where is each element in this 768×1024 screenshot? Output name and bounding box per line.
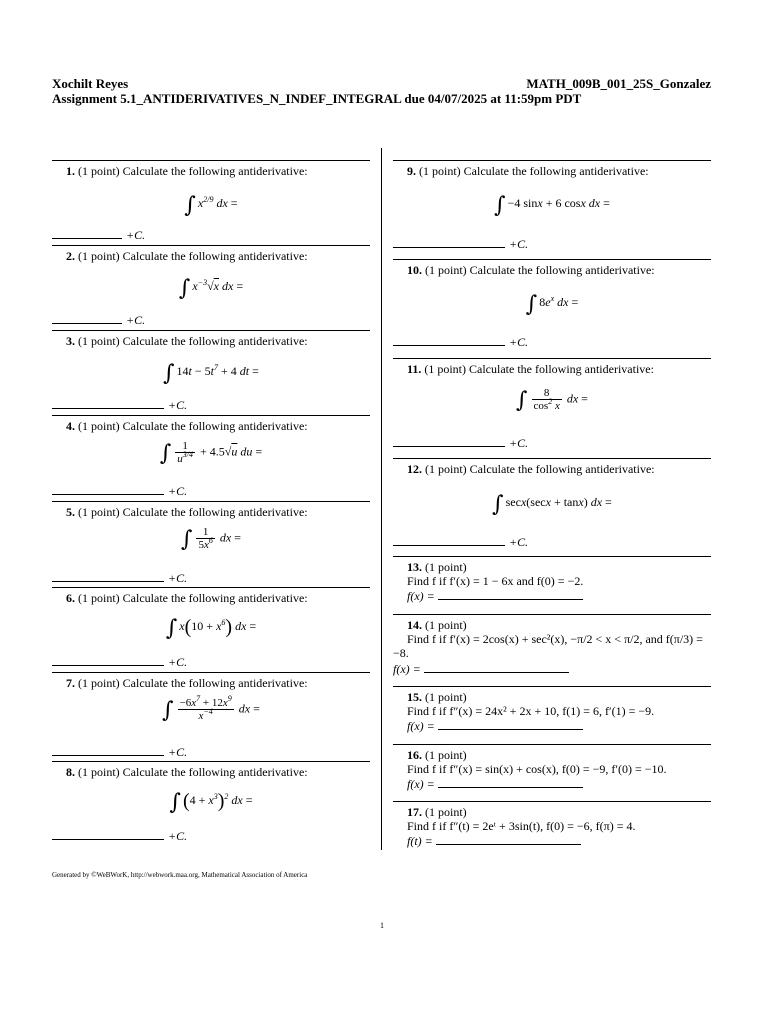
answer-blank[interactable] — [393, 436, 505, 447]
constant-c: +C. — [126, 313, 146, 327]
answer-blank[interactable] — [424, 662, 569, 673]
problem-points: (1 point) — [78, 765, 120, 779]
problem-5 — [52, 501, 370, 588]
integral-expression: ∫ $\frac{8}{\cos^2 x}$ dx = — [516, 387, 588, 414]
problem-statement: Find f if f″(t) = 2eᵗ + 3sin(t), f(0) = −6, f(π) = 4. — [407, 819, 636, 833]
answer-blank[interactable] — [52, 571, 164, 582]
problem-number: 8. — [66, 765, 75, 779]
problem-prompt: Calculate the following antiderivative: — [122, 676, 308, 690]
constant-c: +C. — [168, 655, 188, 669]
answer-blank[interactable] — [436, 834, 581, 845]
problem-number: 16. — [407, 748, 422, 762]
problem-statement: Find f if f″(x) = 24x² + 2x + 10, f(1) = 6, f′(1) = −9. — [407, 704, 655, 718]
problem-statement: Find f if f′(x) = 2cos(x) + sec²(x), −π/2 < x < π/2, and f(π/3) = −8. — [393, 632, 703, 660]
problem-8 — [52, 761, 370, 846]
problem-prompt: Calculate the following antiderivative: — [122, 591, 308, 605]
problem-prompt: Calculate the following antiderivative: — [469, 263, 655, 277]
answer-blank[interactable] — [393, 335, 505, 346]
answer-label: f(x) = — [407, 719, 435, 733]
problem-17 — [393, 801, 711, 852]
left-column — [52, 152, 370, 852]
constant-c: +C. — [509, 335, 529, 349]
answer-blank[interactable] — [52, 655, 164, 666]
integral-expression: ∫ $(4 + x^3)^2$ dx = — [169, 790, 253, 815]
problem-2 — [52, 245, 370, 331]
problem-4 — [52, 415, 370, 502]
integral-expression: ∫ $x^{2/9}$ dx = — [184, 193, 238, 218]
problem-number: 3. — [66, 334, 75, 348]
problem-points: (1 point) — [419, 164, 461, 178]
problem-points: (1 point) — [425, 618, 467, 632]
problem-points: (1 point) — [425, 690, 467, 704]
integral-expression: ∫ $\frac{-6x^7 + 12x^9}{x^{-4}}$ dx = — [162, 694, 260, 724]
integral-expression: ∫ $\frac{1}{5x^6}$ dx = — [181, 526, 241, 553]
answer-label: f(x) = — [407, 589, 435, 603]
problem-number: 2. — [66, 249, 75, 263]
problem-3 — [52, 330, 370, 416]
problem-16 — [393, 744, 711, 802]
course-code: MATH_009B_001_25S_Gonzalez — [526, 76, 711, 91]
problem-number: 7. — [66, 676, 75, 690]
problem-points: (1 point) — [78, 419, 120, 433]
problem-statement: Find f if f″(x) = sin(x) + cos(x), f(0) = −9, f′(0) = −10. — [407, 762, 667, 776]
problem-number: 17. — [407, 805, 422, 819]
answer-blank[interactable] — [52, 484, 164, 495]
problem-number: 11. — [407, 362, 422, 376]
answer-label: f(x) = — [407, 777, 435, 791]
answer-blank[interactable] — [52, 745, 164, 756]
right-column — [393, 152, 711, 852]
problem-number: 12. — [407, 462, 422, 476]
problem-number: 4. — [66, 419, 75, 433]
answer-blank[interactable] — [52, 829, 164, 840]
problem-points: (1 point) — [425, 263, 467, 277]
problem-10 — [393, 259, 711, 359]
problem-prompt: Calculate the following antiderivative: — [463, 164, 649, 178]
answer-label: f(x) = — [393, 662, 421, 676]
problem-15 — [393, 686, 711, 745]
integral-expression: ∫ −4 sinx + 6 cosx dx = — [494, 193, 610, 218]
integral-expression: ∫ $x(10 + x^6)$ dx = — [165, 616, 257, 641]
constant-c: +C. — [509, 535, 529, 549]
problem-points: (1 point) — [78, 164, 120, 178]
problem-6 — [52, 587, 370, 673]
answer-blank[interactable] — [393, 237, 505, 248]
answer-blank[interactable] — [438, 777, 583, 788]
student-name: Xochilt Reyes — [52, 76, 129, 91]
constant-c: +C. — [168, 745, 188, 759]
problem-prompt: Calculate the following antiderivative: — [122, 334, 308, 348]
problem-points: (1 point) — [425, 462, 467, 476]
answer-blank[interactable] — [52, 228, 122, 239]
constant-c: +C. — [126, 228, 146, 242]
constant-c: +C. — [168, 398, 188, 412]
column-divider — [381, 148, 382, 850]
problem-number: 14. — [407, 618, 422, 632]
problem-points: (1 point) — [78, 676, 120, 690]
constant-c: +C. — [168, 571, 188, 585]
problem-14 — [393, 614, 711, 687]
integral-expression: ∫ $14t - 5t^7 + 4$ dt = — [163, 361, 259, 386]
answer-blank[interactable] — [52, 313, 122, 324]
problem-prompt: Calculate the following antiderivative: — [122, 164, 308, 178]
constant-c: +C. — [168, 829, 188, 843]
problem-number: 13. — [407, 560, 422, 574]
problem-points: (1 point) — [78, 591, 120, 605]
problem-statement: Find f if f′(x) = 1 − 6x and f(0) = −2. — [407, 574, 584, 588]
answer-label: f(t) = — [407, 834, 433, 848]
integral-expression: ∫ $x^{-3}√x$ dx = — [178, 276, 244, 301]
problem-12 — [393, 458, 711, 557]
constant-c: +C. — [509, 436, 529, 450]
problem-7 — [52, 672, 370, 762]
problem-1 — [52, 160, 370, 246]
problem-points: (1 point) — [78, 249, 120, 263]
problem-number: 6. — [66, 591, 75, 605]
assignment-title: Assignment 5.1_ANTIDERIVATIVES_N_INDEF_INTEGRAL due 04/07/2025 at 11:59pm PDT — [52, 91, 582, 106]
integral-expression: ∫ $8e^x$ dx = — [525, 292, 579, 317]
answer-blank[interactable] — [393, 535, 505, 546]
problem-prompt: Calculate the following antiderivative: — [122, 505, 308, 519]
problem-prompt: Calculate the following antiderivative: — [469, 462, 655, 476]
integral-expression: ∫ $\frac{1}{u^{3/4}}$ + 4.5√u du = — [159, 440, 263, 467]
problem-13 — [393, 556, 711, 615]
problem-points: (1 point) — [425, 748, 467, 762]
constant-c: +C. — [509, 237, 529, 251]
problem-prompt: Calculate the following antiderivative: — [122, 419, 308, 433]
problem-number: 10. — [407, 263, 422, 277]
problem-11 — [393, 358, 711, 459]
problem-number: 1. — [66, 164, 75, 178]
answer-blank[interactable] — [52, 398, 164, 409]
problem-prompt: Calculate the following antiderivative: — [469, 362, 654, 376]
problem-number: 5. — [66, 505, 75, 519]
problem-points: (1 point) — [78, 505, 120, 519]
problem-points: (1 point) — [425, 560, 467, 574]
problem-prompt: Calculate the following antiderivative: — [122, 765, 308, 779]
problem-points: (1 point) — [425, 805, 467, 819]
problem-9 — [393, 160, 711, 260]
answer-blank[interactable] — [438, 589, 583, 600]
problem-prompt: Calculate the following antiderivative: — [122, 249, 308, 263]
footer-credit: Generated by ©WeBWorK, http://webwork.maa.org, Mathematical Association of America — [52, 871, 308, 879]
integral-expression: ∫ secx(secx + tanx) dx = — [492, 492, 612, 517]
problem-number: 15. — [407, 690, 422, 704]
problem-points: (1 point) — [424, 362, 467, 376]
constant-c: +C. — [168, 484, 188, 498]
answer-blank[interactable] — [438, 719, 583, 730]
problem-number: 9. — [407, 164, 416, 178]
problem-points: (1 point) — [78, 334, 120, 348]
page-number: 1 — [380, 921, 384, 930]
